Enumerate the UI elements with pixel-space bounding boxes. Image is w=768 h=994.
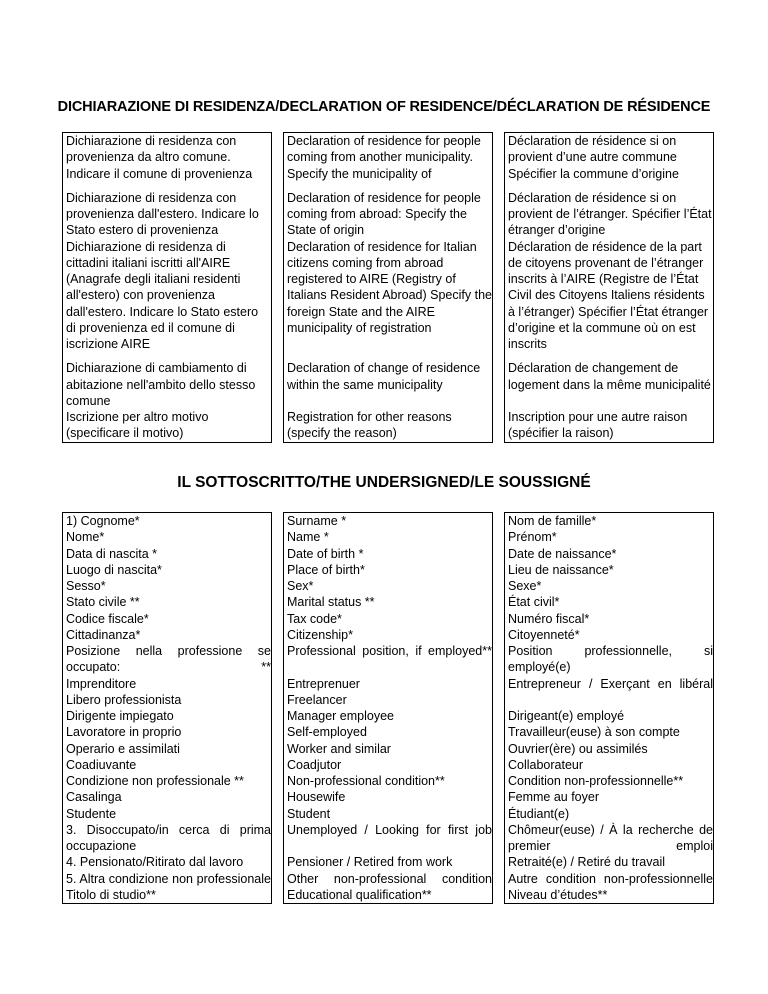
undersigned-row xyxy=(62,512,714,529)
cell-en: Pensioner / Retired from work xyxy=(283,854,493,870)
cell-it: 1) Cognome* xyxy=(62,512,272,529)
cell-en: Housewife xyxy=(283,789,493,805)
undersigned-row xyxy=(62,854,714,870)
undersigned-row xyxy=(62,611,714,627)
cell-fr: Numéro fiscal* xyxy=(504,611,714,627)
declaration-table xyxy=(62,132,714,443)
undersigned-row xyxy=(62,594,714,610)
cell-it: Condizione non professionale ** xyxy=(62,773,272,789)
undersigned-row xyxy=(62,757,714,773)
cell-fr: Collaborateur xyxy=(504,757,714,773)
cell-en: Tax code* xyxy=(283,611,493,627)
cell-it: Titolo di studio** xyxy=(62,887,272,904)
undersigned-row xyxy=(62,773,714,789)
cell-en: Declaration of residence for Italian citizens coming from abroad registered to AIRE (Registry of Italians Resident Abroad) Specify the foreign State and the AIRE municipality of registration xyxy=(283,239,493,361)
cell-fr: Prénom* xyxy=(504,529,714,545)
cell-en: Declaration of residence for people coming from abroad: Specify the State of origin xyxy=(283,190,493,239)
cell-en: Professional position, if employed** xyxy=(283,643,493,676)
declaration-row xyxy=(62,190,714,239)
cell-it: Data di nascita * xyxy=(62,546,272,562)
declaration-row xyxy=(62,409,714,443)
cell-fr: Travailleur(euse) à son compte xyxy=(504,724,714,740)
cell-en: Freelancer xyxy=(283,692,493,708)
cell-en: Student xyxy=(283,806,493,822)
cell-it: Nome* xyxy=(62,529,272,545)
cell-en: Educational qualification** xyxy=(283,887,493,904)
undersigned-row xyxy=(62,529,714,545)
cell-it: 5. Altra condizione non professionale xyxy=(62,871,272,887)
undersigned-row xyxy=(62,789,714,805)
cell-it: Dichiarazione di cambiamento di abitazione nell'ambito dello stesso comune xyxy=(62,360,272,409)
cell-fr: Date de naissance* xyxy=(504,546,714,562)
cell-fr: Ouvrier(ère) ou assimilés xyxy=(504,741,714,757)
cell-it: Cittadinanza* xyxy=(62,627,272,643)
undersigned-heading: IL SOTTOSCRITTO/THE UNDERSIGNED/LE SOUSSIGNÉ xyxy=(177,474,591,491)
cell-en: Citizenship* xyxy=(283,627,493,643)
cell-fr: Autre condition non-professionnelle xyxy=(504,871,714,887)
cell-it: Libero professionista xyxy=(62,692,272,708)
cell-en: Sex* xyxy=(283,578,493,594)
undersigned-row xyxy=(62,871,714,887)
undersigned-row xyxy=(62,887,714,904)
undersigned-row xyxy=(62,562,714,578)
cell-fr: Citoyenneté* xyxy=(504,627,714,643)
undersigned-table xyxy=(62,512,714,904)
undersigned-row xyxy=(62,708,714,724)
undersigned-row xyxy=(62,724,714,740)
cell-it: Dichiarazione di residenza con provenienza dall'estero. Indicare lo Stato estero di provenienza xyxy=(62,190,272,239)
cell-fr: Étudiant(e) xyxy=(504,806,714,822)
cell-it: Imprenditore xyxy=(62,676,272,692)
cell-it: Stato civile ** xyxy=(62,594,272,610)
cell-fr: Niveau d’études** xyxy=(504,887,714,904)
cell-en: Worker and similar xyxy=(283,741,493,757)
cell-en: Surname * xyxy=(283,512,493,529)
cell-fr: État civil* xyxy=(504,594,714,610)
undersigned-row xyxy=(62,546,714,562)
cell-it: Dirigente impiegato xyxy=(62,708,272,724)
cell-fr: Position professionnelle, si employé(e) xyxy=(504,643,714,676)
cell-it: 4. Pensionato/Ritirato dal lavoro xyxy=(62,854,272,870)
cell-fr: Lieu de naissance* xyxy=(504,562,714,578)
cell-en: Manager employee xyxy=(283,708,493,724)
cell-en: Declaration of residence for people coming from another municipality. Specify the municipality of xyxy=(283,132,493,190)
undersigned-row xyxy=(62,676,714,692)
cell-it: Lavoratore in proprio xyxy=(62,724,272,740)
declaration-row xyxy=(62,239,714,361)
cell-en: Non-professional condition** xyxy=(283,773,493,789)
cell-en: Name * xyxy=(283,529,493,545)
cell-fr xyxy=(504,692,714,708)
cell-en: Date of birth * xyxy=(283,546,493,562)
undersigned-row xyxy=(62,822,714,855)
cell-en: Registration for other reasons (specify the reason) xyxy=(283,409,493,443)
cell-fr: Déclaration de résidence si on provient de l’étranger. Spécifier l’État étranger d’origine xyxy=(504,190,714,239)
cell-it: Dichiarazione di residenza di cittadini italiani iscritti all'AIRE (Anagrafe degli italiani residenti all'estero) con provenienza dall'estero. Indicare lo Stato estero di provenienza ed il comune di iscrizione AIRE xyxy=(62,239,272,361)
cell-fr: Déclaration de résidence de la part de citoyens provenant de l’étranger inscrits à l’AIRE (Registre de l’État Civil des Citoyens Italiens résidents à l’étranger) Spécifier l’État étranger d’origine et la commune où on est inscrits xyxy=(504,239,714,361)
cell-fr: Déclaration de changement de logement dans la même municipalité xyxy=(504,360,714,409)
cell-fr: Nom de famille* xyxy=(504,512,714,529)
undersigned-row xyxy=(62,627,714,643)
cell-en: Place of birth* xyxy=(283,562,493,578)
cell-it: Iscrizione per altro motivo (specificare il motivo) xyxy=(62,409,272,443)
cell-en: Entreprenuer xyxy=(283,676,493,692)
undersigned-row xyxy=(62,806,714,822)
cell-en: Marital status ** xyxy=(283,594,493,610)
cell-fr: Condition non-professionnelle** xyxy=(504,773,714,789)
cell-fr: Entrepreneur / Exerçant en libéral xyxy=(504,676,714,692)
cell-en: Self-employed xyxy=(283,724,493,740)
undersigned-row xyxy=(62,578,714,594)
cell-en: Other non-professional condition xyxy=(283,871,493,887)
cell-fr: Inscription pour une autre raison (spécifier la raison) xyxy=(504,409,714,443)
cell-fr: Sexe* xyxy=(504,578,714,594)
undersigned-row xyxy=(62,643,714,676)
cell-it: Dichiarazione di residenza con provenienza da altro comune. Indicare il comune di provenienza xyxy=(62,132,272,190)
cell-it: Luogo di nascita* xyxy=(62,562,272,578)
undersigned-row xyxy=(62,741,714,757)
cell-it: Sesso* xyxy=(62,578,272,594)
cell-fr: Chômeur(euse) / À la recherche de premier emploi xyxy=(504,822,714,855)
cell-it: Posizione nella professione se occupato: ** xyxy=(62,643,272,676)
cell-it: Studente xyxy=(62,806,272,822)
cell-fr: Dirigeant(e) employé xyxy=(504,708,714,724)
cell-en: Coadjutor xyxy=(283,757,493,773)
cell-it: Casalinga xyxy=(62,789,272,805)
cell-en: Unemployed / Looking for first job xyxy=(283,822,493,855)
cell-fr: Retraité(e) / Retiré du travail xyxy=(504,854,714,870)
cell-fr: Déclaration de résidence si on provient d’une autre commune Spécifier la commune d’origine xyxy=(504,132,714,190)
declaration-row xyxy=(62,132,714,190)
cell-en: Declaration of change of residence within the same municipality xyxy=(283,360,493,409)
cell-it: 3. Disoccupato/in cerca di prima occupazione xyxy=(62,822,272,855)
cell-it: Coadiuvante xyxy=(62,757,272,773)
undersigned-row xyxy=(62,692,714,708)
declaration-row xyxy=(62,360,714,409)
cell-it: Operario e assimilati xyxy=(62,741,272,757)
cell-fr: Femme au foyer xyxy=(504,789,714,805)
declaration-heading: DICHIARAZIONE DI RESIDENZA/DECLARATION OF RESIDENCE/DÉCLARATION DE RÉSIDENCE xyxy=(57,99,711,115)
cell-it: Codice fiscale* xyxy=(62,611,272,627)
